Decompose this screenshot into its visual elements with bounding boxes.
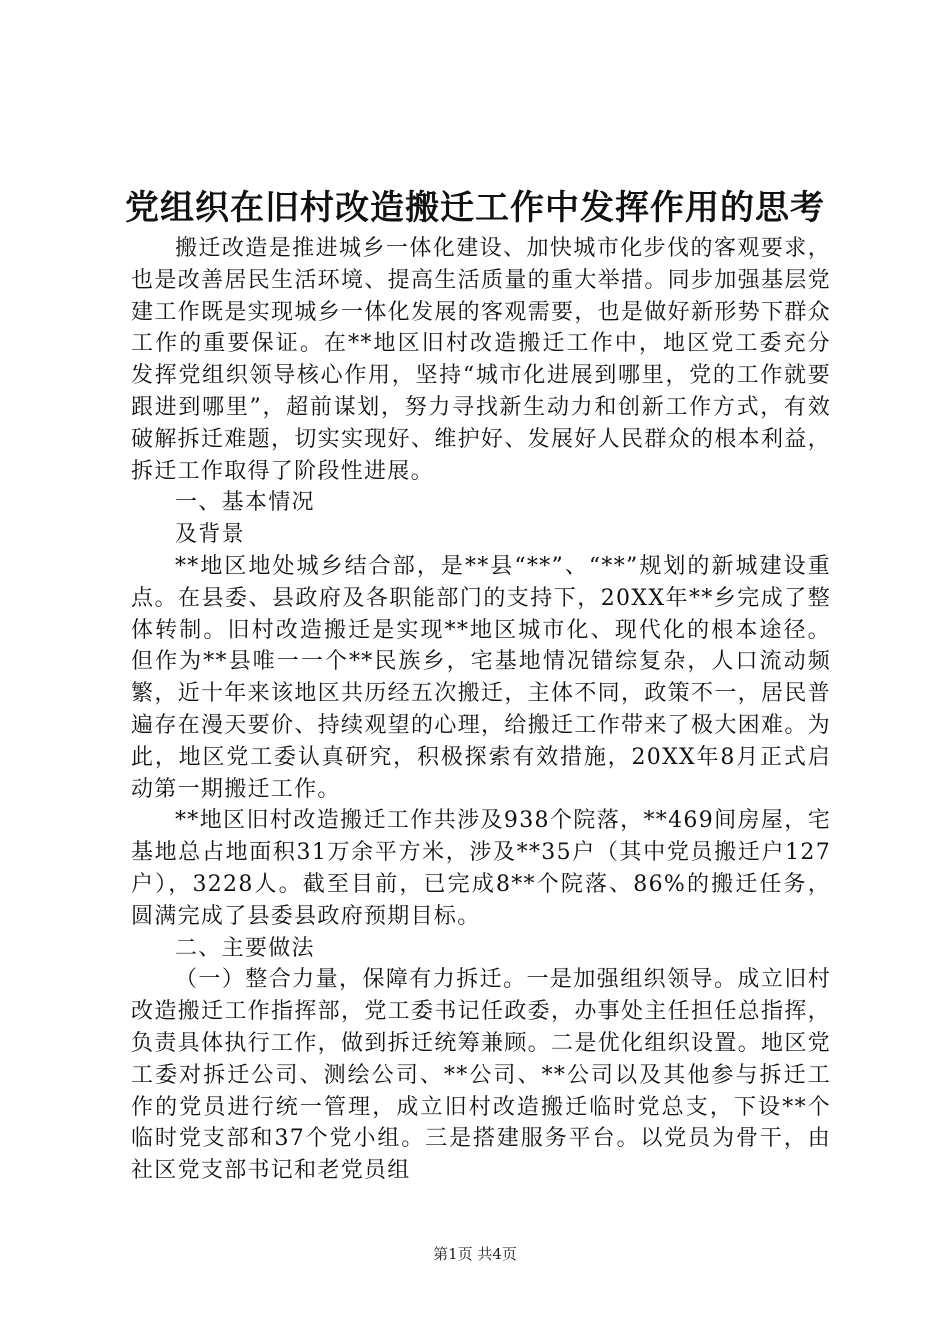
paragraph-measures: （一）整合力量，保障有力拆迁。一是加强组织领导。成立旧村改造搬迁工作指挥部，党工委书记任政委，办事处主任担任总指挥，负责具体执行工作，做到拆迁统筹兼顾。二是优化组织设置。地区党工委对拆迁公司、测绘公司、**公司、**公司以及其他参与拆迁工作的党员进行统一管理，成立旧村改造搬迁临时党总支，下设**个临时党支部和37个党小组。三是搭建服务平台。以党员为骨干，由社区党支部书记和老党员组: [131, 967, 831, 1184]
document-body: [131, 233, 831, 1187]
document-title: 党组织在旧村改造搬迁工作中发挥作用的思考: [125, 188, 825, 228]
section-heading-1-continued: 及背景: [175, 522, 245, 548]
paragraph-intro: 搬迁改造是推进城乡一体化建设、加快城市化步伐的客观要求，也是改善居民生活环境、提高生活质量的重大举措。同步加强基层党建工作既是实现城乡一体化发展的客观需要，也是做好新形势下群众工作的重要保证。在**地区旧村改造搬迁工作中，地区党工委充分发挥党组织领导核心作用，坚持“城市化进展到哪里，党的工作就要跟进到哪里”，超前谋划，努力寻找新生动力和创新工作方式，有效破解拆迁难题，切实实现好、维护好、发展好人民群众的根本利益，拆迁工作取得了阶段性进展。: [131, 236, 831, 484]
section-heading-2: 二、主要做法: [175, 935, 315, 961]
paragraph-background: **地区地处城乡结合部，是**县“**”、“**”规划的新城建设重点。在县委、县政府及各职能部门的支持下，20XX年**乡完成了整体转制。旧村改造搬迁是实现**地区城市化、现代化的根本途径。但作为**县唯一一个**民族乡，宅基地情况错综复杂，人口流动频繁，近十年来该地区共历经五次搬迁，主体不同，政策不一，居民普遍存在漫天要价、持续观望的心理，给搬迁工作带来了极大困难。为此，地区党工委认真研究，积极探索有效措施，20XX年8月正式启动第一期搬迁工作。: [131, 553, 831, 802]
section-heading-1: 一、基本情况: [175, 490, 315, 516]
page-footer: 第1页 共4页: [433, 1245, 517, 1263]
paragraph-statistics: **地区旧村改造搬迁工作共涉及938个院落，**469间房屋，宅基地总占地面积31万余平方米，涉及**35户（其中党员搬迁户127户），3228人。截至目前，已完成8**个院落、86%的搬迁任务，圆满完成了县委县政府预期目标。: [131, 808, 831, 929]
